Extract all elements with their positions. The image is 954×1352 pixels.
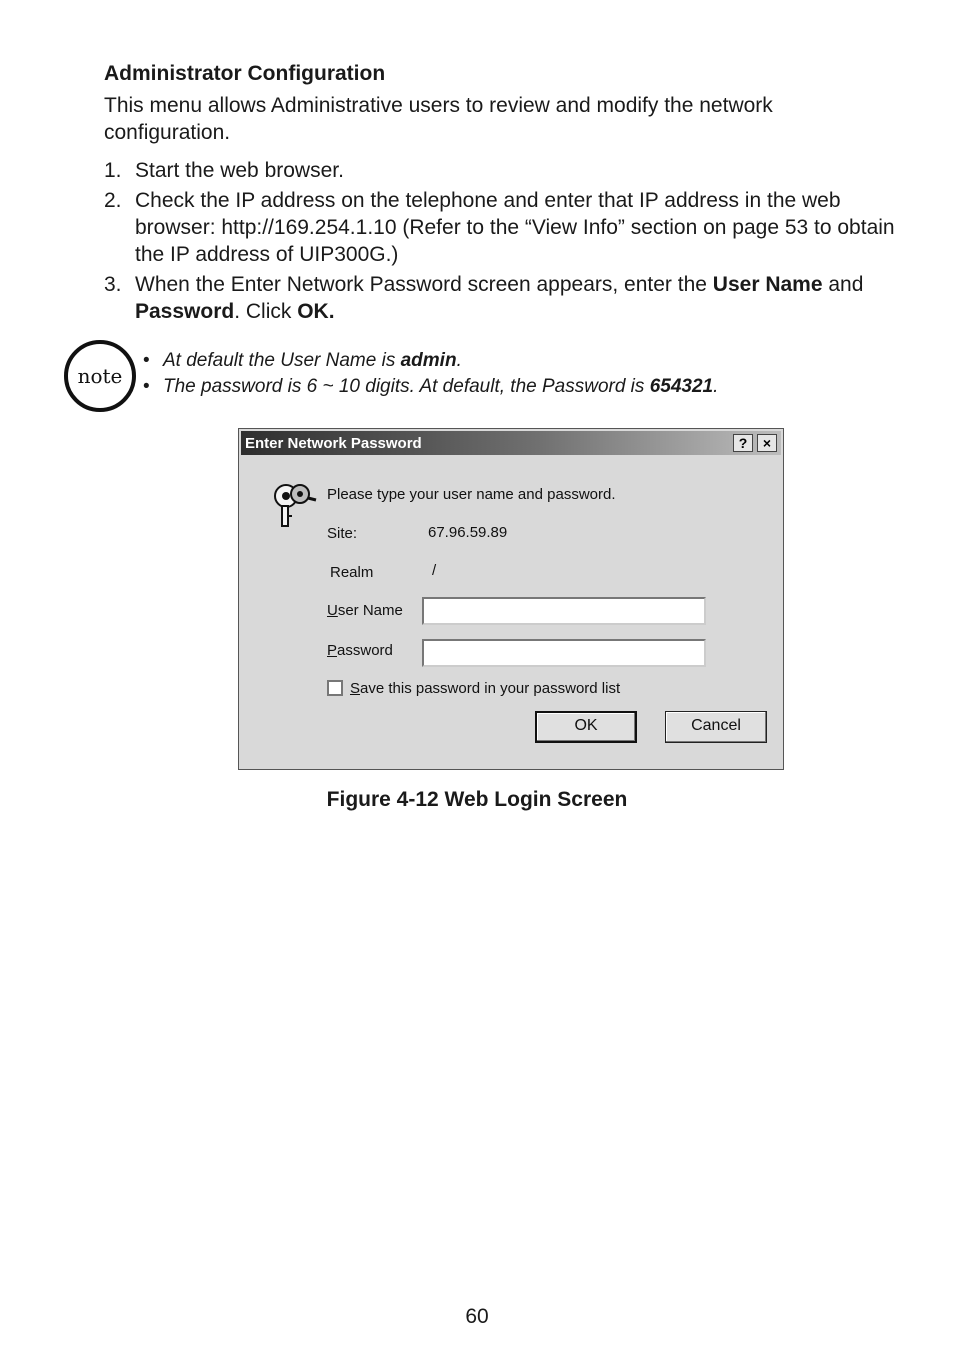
dialog-titlebar[interactable] — [241, 431, 781, 455]
section-intro: This menu allows Administrative users to review and modify the network configuration. — [104, 94, 773, 144]
note-line-text: The password is 6 ~ 10 digits. At default, the Password is — [163, 376, 650, 397]
realm-label: Realm — [330, 564, 374, 581]
note-line — [143, 374, 718, 400]
step-item — [104, 157, 904, 184]
username-label-accel: U — [327, 602, 338, 619]
step-text-bold: User Name — [712, 273, 823, 296]
step-item — [104, 271, 904, 325]
step-number: 1. — [104, 159, 122, 182]
step-text-mid: and — [822, 273, 864, 296]
step-text: Start the web browser. — [135, 159, 344, 182]
bullet: • — [143, 376, 150, 397]
help-button[interactable]: ? — [733, 434, 753, 452]
close-button[interactable]: × — [757, 434, 777, 452]
ok-button[interactable]: OK — [535, 711, 637, 743]
dialog-title: Enter Network Password — [245, 435, 422, 452]
save-password-checkbox[interactable] — [327, 680, 343, 696]
figure-caption: Figure 4-12 Web Login Screen — [326, 788, 628, 811]
save-password-label[interactable] — [350, 680, 620, 697]
note-line-text: At default the User Name is — [163, 350, 401, 371]
username-label-text: ser Name — [337, 602, 403, 619]
note-line-text: . — [456, 350, 462, 371]
cancel-button[interactable]: Cancel — [665, 711, 767, 743]
password-label — [327, 642, 393, 659]
step-text-pre: When the Enter Network Password screen appears, enter the — [135, 273, 713, 296]
note-line-bold: admin — [400, 350, 457, 371]
note-icon: note — [64, 340, 136, 412]
site-label: Site: — [327, 525, 358, 542]
step-number: 3. — [104, 273, 122, 296]
note-line-text: . — [713, 376, 719, 397]
dialog-prompt: Please type your user name and password. — [327, 486, 616, 503]
step-text-bold: OK. — [297, 300, 335, 323]
step-text: Check the IP address on the telephone and enter that IP address in the web browser: http://169.254.1.10 (Refer to the “View Info” section on page 53 to obtain the IP address of UIP300G.) — [135, 189, 895, 266]
password-label-text: assword — [337, 642, 393, 659]
note-text — [143, 348, 718, 400]
password-label-accel: P — [327, 642, 338, 659]
note-line-bold: 654321 — [649, 376, 714, 397]
section-heading: Administrator Configuration — [104, 62, 386, 85]
keys-icon — [270, 480, 318, 530]
site-value: 67.96.59.89 — [428, 524, 508, 541]
save-label-accel: S — [350, 680, 361, 697]
step-number: 2. — [104, 189, 122, 212]
step-item — [104, 187, 904, 268]
username-input[interactable] — [422, 597, 706, 625]
realm-value: / — [432, 562, 437, 579]
step-text-bold: Password — [135, 300, 235, 323]
step-text-mid: . Click — [234, 300, 298, 323]
note-line — [143, 348, 718, 374]
save-label-text: ave this password in your password list — [360, 680, 621, 697]
username-label — [327, 602, 403, 619]
steps-list — [104, 157, 904, 328]
page-number: 60 — [465, 1305, 489, 1328]
bullet: • — [143, 350, 150, 371]
password-input[interactable] — [422, 639, 706, 667]
